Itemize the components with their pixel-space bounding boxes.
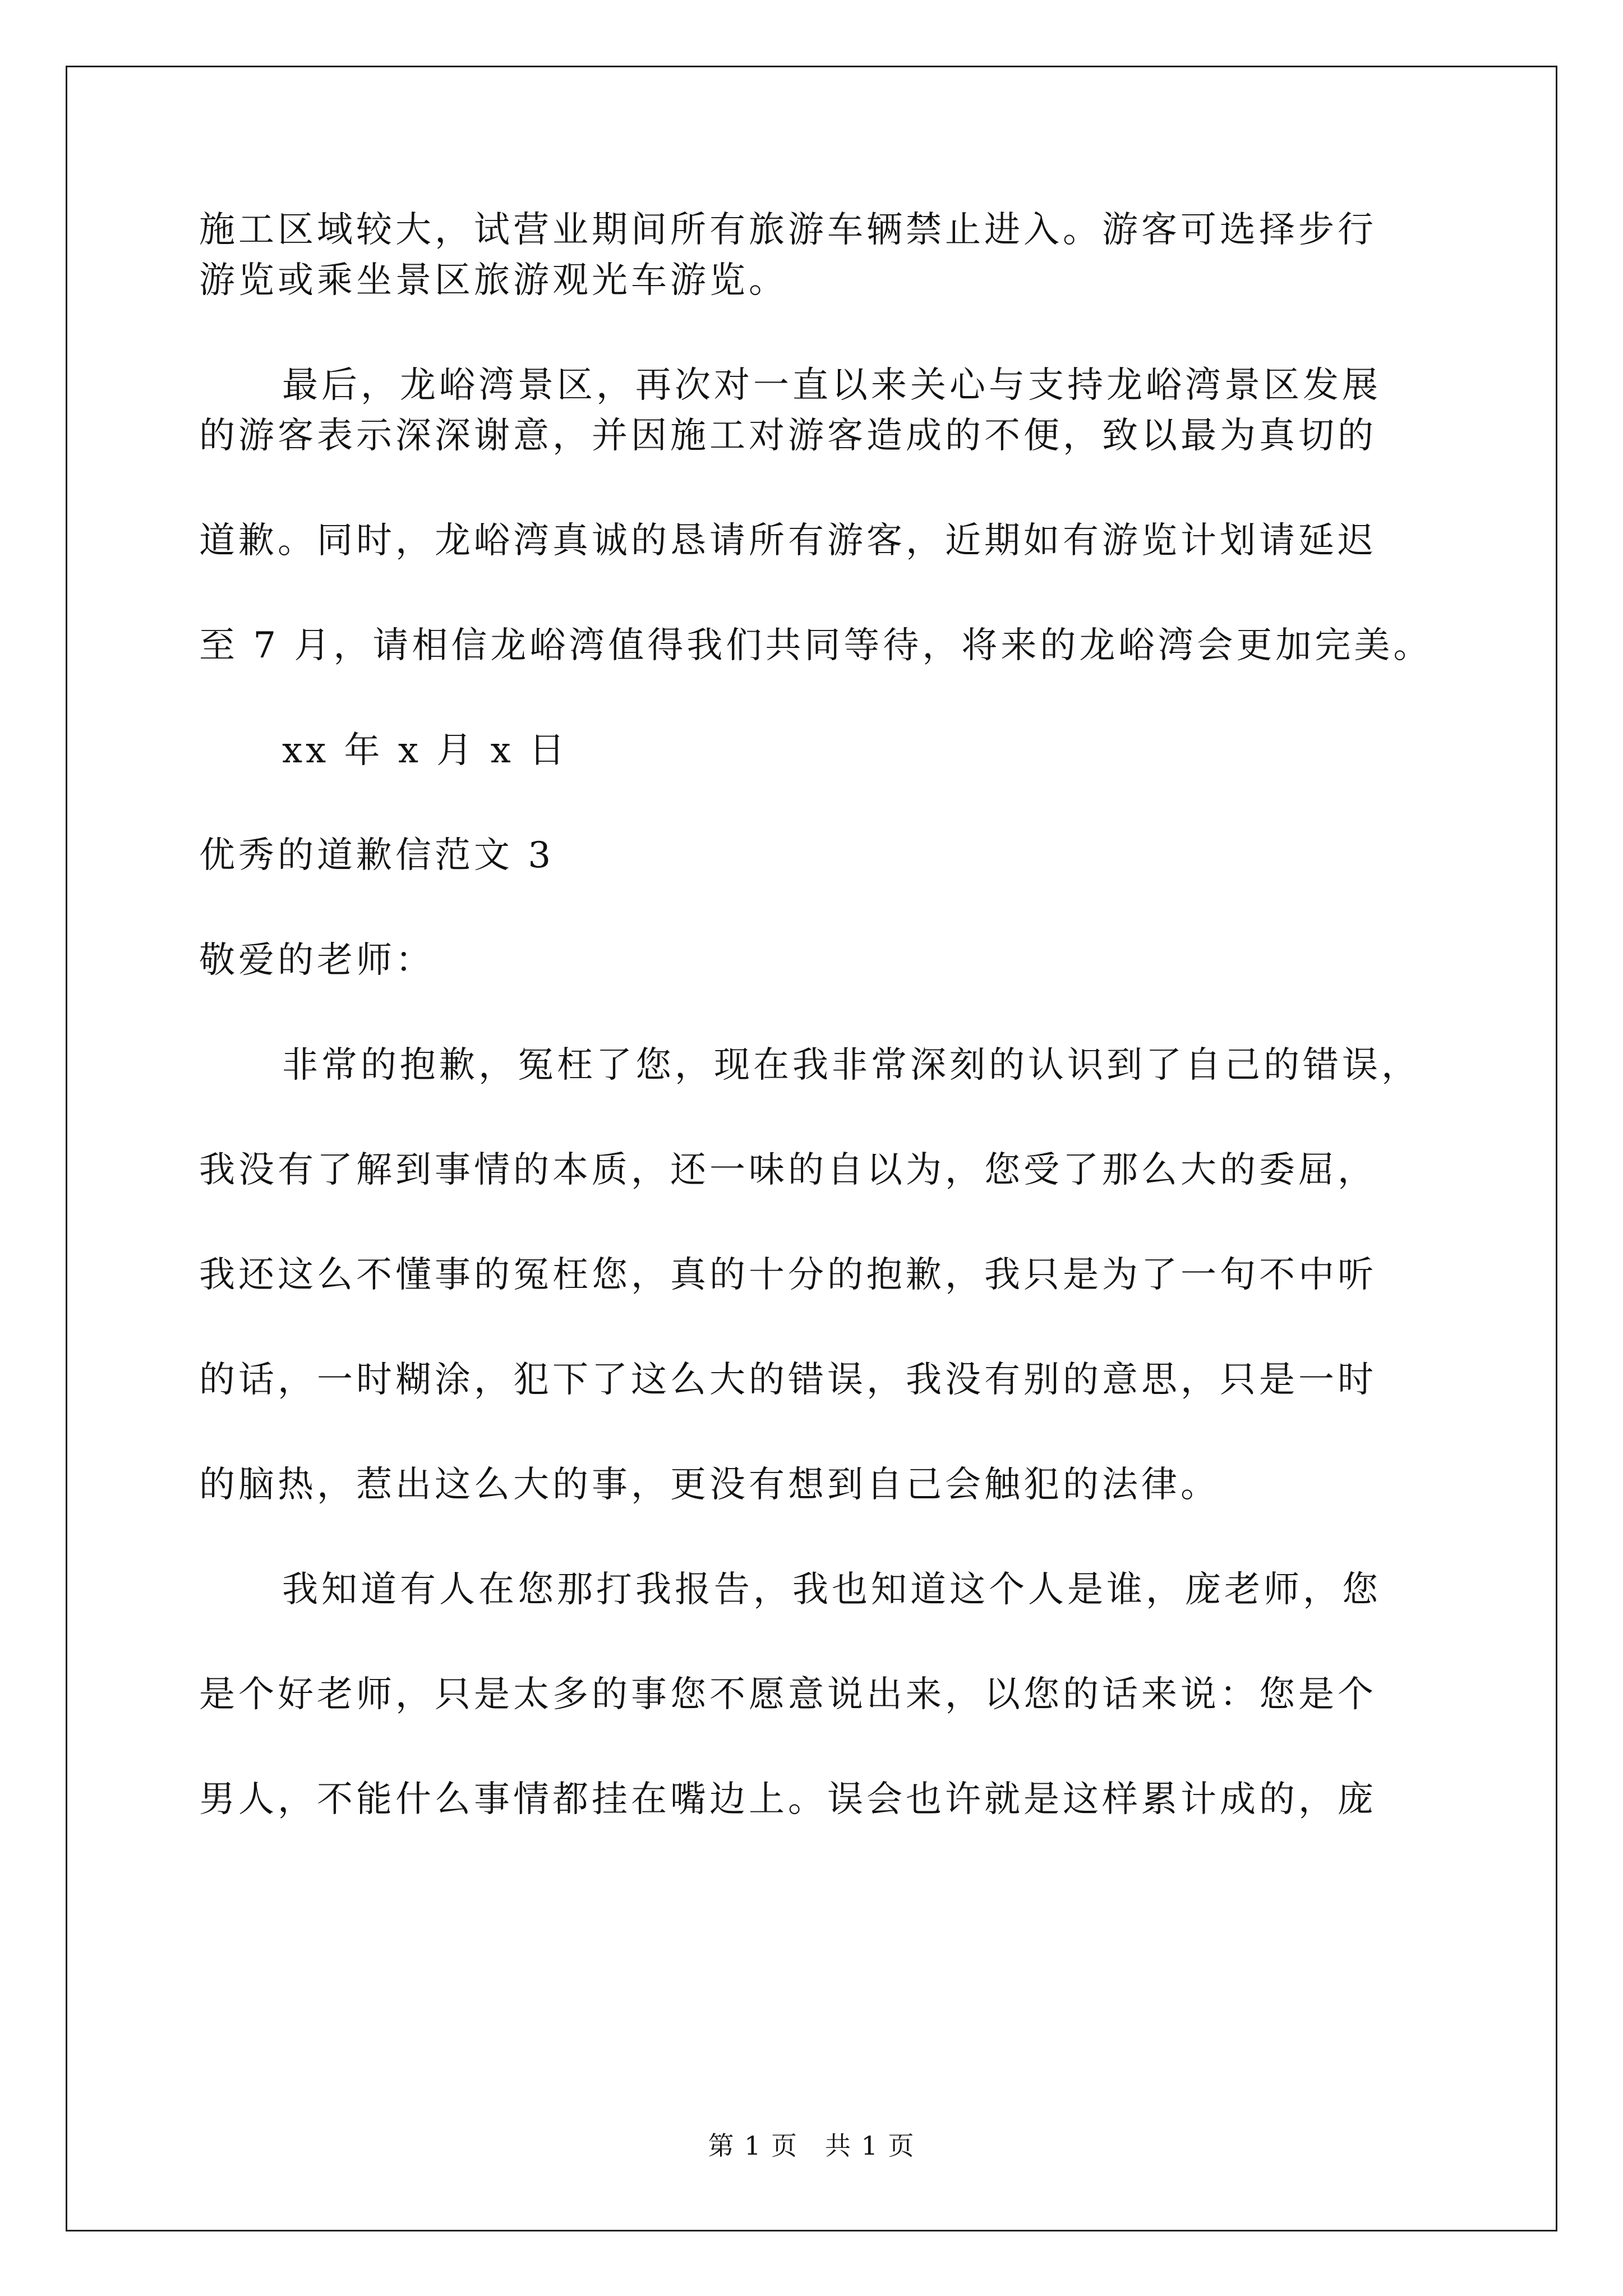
- section-title: 优秀的道歉信范文 3: [199, 835, 555, 876]
- paragraph-line: 道歉。同时，龙峪湾真诚的恳请所有游客，近期如有游览计划请延迟: [199, 520, 1377, 562]
- page-footer: 第 1 页 共 1 页: [708, 2131, 915, 2161]
- document-body: [199, 205, 1433, 1825]
- paragraph-line: 我还这么不懂事的冤枉您，真的十分的抱歉，我只是为了一句不中听: [199, 1254, 1377, 1296]
- salutation: 敬爱的老师：: [199, 940, 435, 981]
- paragraph-line: 的脑热，惹出这么大的事，更没有想到自己会触犯的法律。: [199, 1464, 1220, 1506]
- date-line: xx 年 x 月 x 日: [282, 730, 569, 771]
- paragraph-line: 是个好老师，只是太多的事您不愿意说出来，以您的话来说：您是个: [199, 1674, 1377, 1715]
- paragraph-line: 非常的抱歉，冤枉了您，现在我非常深刻的认识到了自己的错误，: [282, 1045, 1421, 1086]
- paragraph-line: 我知道有人在您那打我报告，我也知道这个人是谁，庞老师，您: [282, 1569, 1381, 1611]
- paragraph-line: 我没有了解到事情的本质，还一味的自以为，您受了那么大的委屈，: [199, 1149, 1377, 1191]
- paragraph-line: 游览或乘坐景区旅游观光车游览。: [199, 260, 788, 301]
- paragraph-line: 最后，龙峪湾景区，再次对一直以来关心与支持龙峪湾景区发展: [282, 365, 1381, 406]
- paragraph-line: 男人，不能什么事情都挂在嘴边上。误会也许就是这样累计成的，庞: [199, 1779, 1377, 1820]
- paragraph-line: 施工区域较大，试营业期间所有旅游车辆禁止进入。游客可选择步行: [199, 209, 1377, 251]
- paragraph-line: 的游客表示深深谢意，并因施工对游客造成的不便，致以最为真切的: [199, 415, 1377, 457]
- paragraph-line: 的话，一时糊涂，犯下了这么大的错误，我没有别的意思，只是一时: [199, 1359, 1377, 1401]
- paragraph-line: 至 7 月，请相信龙峪湾值得我们共同等待，将来的龙峪湾会更加完美。: [199, 625, 1433, 666]
